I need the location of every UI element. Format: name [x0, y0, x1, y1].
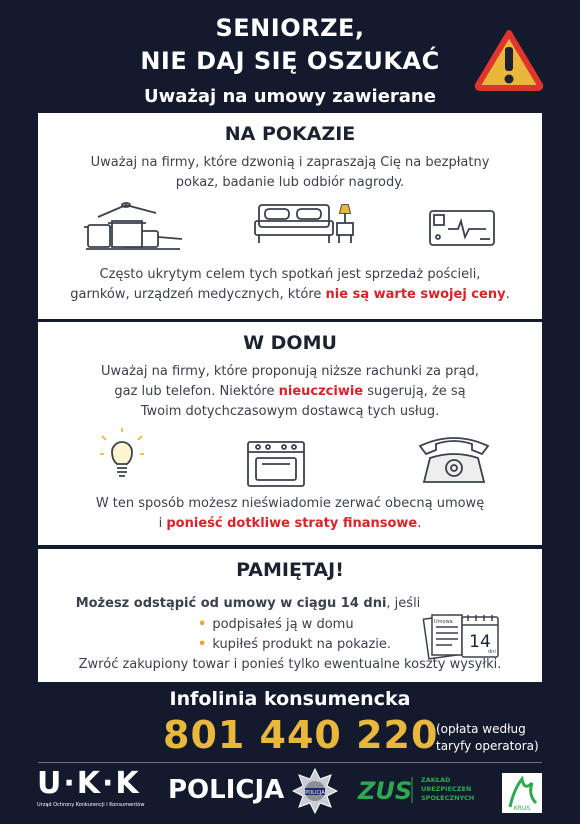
section-intro: Uważaj na firmy, które dzwonią i zapraszają Cię na bezpłatny pokaz, badanie lub odbiór nagrody.	[90, 155, 490, 190]
contract-label: Umowa	[434, 619, 453, 625]
hotline-fee: (opłata według taryfy operatora)	[436, 722, 539, 753]
footer-divider	[38, 762, 542, 763]
oven-icon	[246, 440, 306, 488]
calendar-small: dni	[488, 649, 496, 655]
title-line-1: SENIORZE,	[215, 14, 365, 42]
medical-monitor-icon	[428, 207, 498, 249]
calendar-number: 14	[469, 632, 491, 652]
zus-logo	[354, 773, 414, 807]
police-star-icon	[292, 768, 338, 814]
krus-mark: KRUS	[513, 805, 531, 812]
remember-bullets	[198, 615, 391, 655]
subtitle: Uważaj na umowy zawierane	[144, 86, 436, 107]
list-item: • podpisałeś ją w domu	[198, 617, 354, 632]
policja-logo: POLICJA	[168, 775, 285, 805]
section-remember	[38, 549, 542, 682]
bed-icon	[253, 199, 357, 247]
section-outro: Często ukrytym celem tych spotkań jest sprzedaż pościeli, garnków, urządzeń medycznych, które nie są warte swojej ceny.	[70, 267, 510, 302]
remember-footer: Zwróć zakupiony towar i ponieś tylko ewentualne koszty wysyłki.	[78, 657, 502, 672]
light-bulb-icon	[98, 426, 146, 480]
hotline-label: Infolinia konsumencka	[169, 688, 411, 710]
section-home	[38, 322, 542, 545]
uokik-mark: U·K·K	[37, 766, 141, 801]
remember-line: Możesz odstąpić od umowy w ciągu 14 dni, jeśli	[75, 596, 421, 611]
hotline-number[interactable]: 801 440 220	[163, 713, 439, 757]
section-heading: PAMIĘTAJ!	[236, 559, 344, 581]
star-text: POLICJA	[305, 790, 325, 796]
list-item: • kupiłeś produkt na pokazie.	[198, 637, 392, 652]
section-show	[38, 113, 542, 319]
zus-mark: ZUS	[358, 777, 413, 805]
krus-logo	[502, 773, 542, 813]
title-line-2: NIE DAJ SIĘ OSZUKAĆ	[140, 47, 440, 75]
section-heading: W DOMU	[243, 332, 337, 354]
section-heading: NA POKAZIE	[224, 123, 356, 145]
telephone-icon	[416, 432, 492, 486]
section-intro: Uważaj na firmy, które proponują niższe rachunki za prąd, gaz lub telefon. Niektóre nieuczciwie sugerują, że są Twoim dotychczasowym dostawcą tych usług.	[100, 364, 480, 419]
section-outro: W ten sposób możesz nieświadomie zerwać obecną umowę i ponieść dotkliwe straty finansowe.	[95, 496, 485, 531]
uokik-logo	[37, 766, 145, 808]
warning-triangle-icon	[474, 29, 544, 91]
pots-icon	[82, 199, 186, 255]
contract-calendar-icon	[422, 611, 502, 661]
header	[0, 0, 580, 112]
uokik-caption: Urząd Ochrony Konkurencji i Konsumentów	[37, 802, 145, 808]
zus-name: ZAKŁAD UBEZPIECZEŃ SPOŁECZNYCH	[421, 776, 475, 802]
